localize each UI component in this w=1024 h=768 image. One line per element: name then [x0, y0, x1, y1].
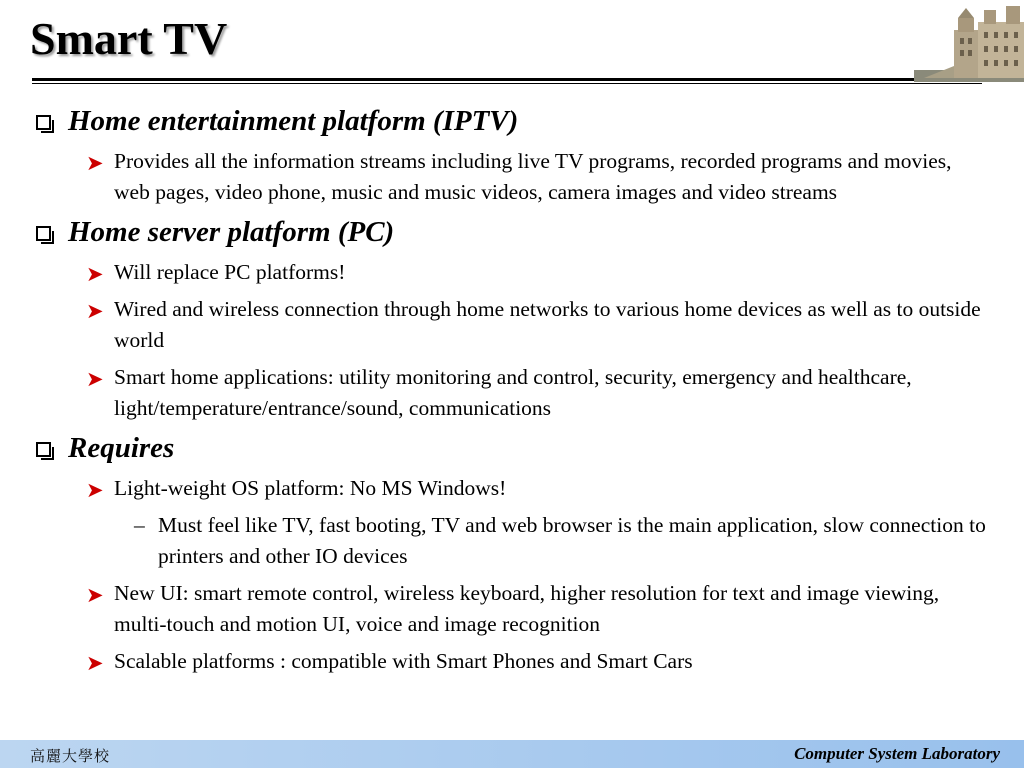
square-bullet-icon — [36, 226, 51, 241]
slide-title: Smart TV — [30, 13, 228, 64]
dash-bullet-icon: – — [134, 513, 145, 537]
section-heading-text: Home entertainment platform (IPTV) — [68, 105, 519, 137]
list-item — [32, 257, 992, 288]
university-building-image — [914, 0, 1024, 82]
square-bullet-icon — [36, 442, 51, 457]
section-heading-text: Requires — [68, 432, 175, 464]
university-name: 高麗大學校 — [30, 747, 111, 765]
section-heading — [32, 214, 992, 250]
section-heading — [32, 430, 992, 466]
section-heading-text: Home server platform (PC) — [68, 216, 395, 248]
arrow-bullet-icon: ➤ — [86, 151, 104, 175]
list-item-text: New UI: smart remote control, wireless keyboard, higher resolution for text and image viewing, multi-touch and motion UI, voice and image recognition — [114, 581, 940, 636]
sub-list-item — [32, 510, 992, 572]
lab-name: Computer System Laboratory — [794, 744, 1000, 763]
arrow-bullet-icon: ➤ — [86, 583, 104, 607]
title-divider — [32, 78, 982, 81]
arrow-bullet-icon: ➤ — [86, 367, 104, 391]
list-item-text: Smart home applications: utility monitoring and control, security, emergency and healthcare, light/temperature/entrance/sound, communications — [114, 365, 912, 420]
list-item — [32, 362, 992, 424]
square-bullet-icon — [36, 115, 51, 130]
list-item-text: Will replace PC platforms! — [114, 260, 346, 284]
arrow-bullet-icon: ➤ — [86, 299, 104, 323]
arrow-bullet-icon: ➤ — [86, 262, 104, 286]
arrow-bullet-icon: ➤ — [86, 651, 104, 675]
sub-list-item-text: Must feel like TV, fast booting, TV and web browser is the main application, slow connection to printers and other IO devices — [158, 513, 986, 568]
section-heading — [32, 103, 992, 139]
list-item-text: Provides all the information streams including live TV programs, recorded programs and movies, web pages, video phone, music and music videos, camera images and video streams — [114, 149, 952, 204]
list-item-text: Scalable platforms : compatible with Smart Phones and Smart Cars — [114, 649, 693, 673]
list-item — [32, 146, 992, 208]
list-item — [32, 646, 992, 677]
list-item — [32, 473, 992, 504]
list-item — [32, 578, 992, 640]
arrow-bullet-icon: ➤ — [86, 478, 104, 502]
list-item-text: Light-weight OS platform: No MS Windows! — [114, 476, 507, 500]
list-item — [32, 294, 992, 356]
list-item-text: Wired and wireless connection through home networks to various home devices as well as to outside world — [114, 297, 981, 352]
slide-body — [32, 103, 992, 683]
slide-footer — [0, 740, 1024, 768]
title-divider-thin — [32, 83, 982, 84]
